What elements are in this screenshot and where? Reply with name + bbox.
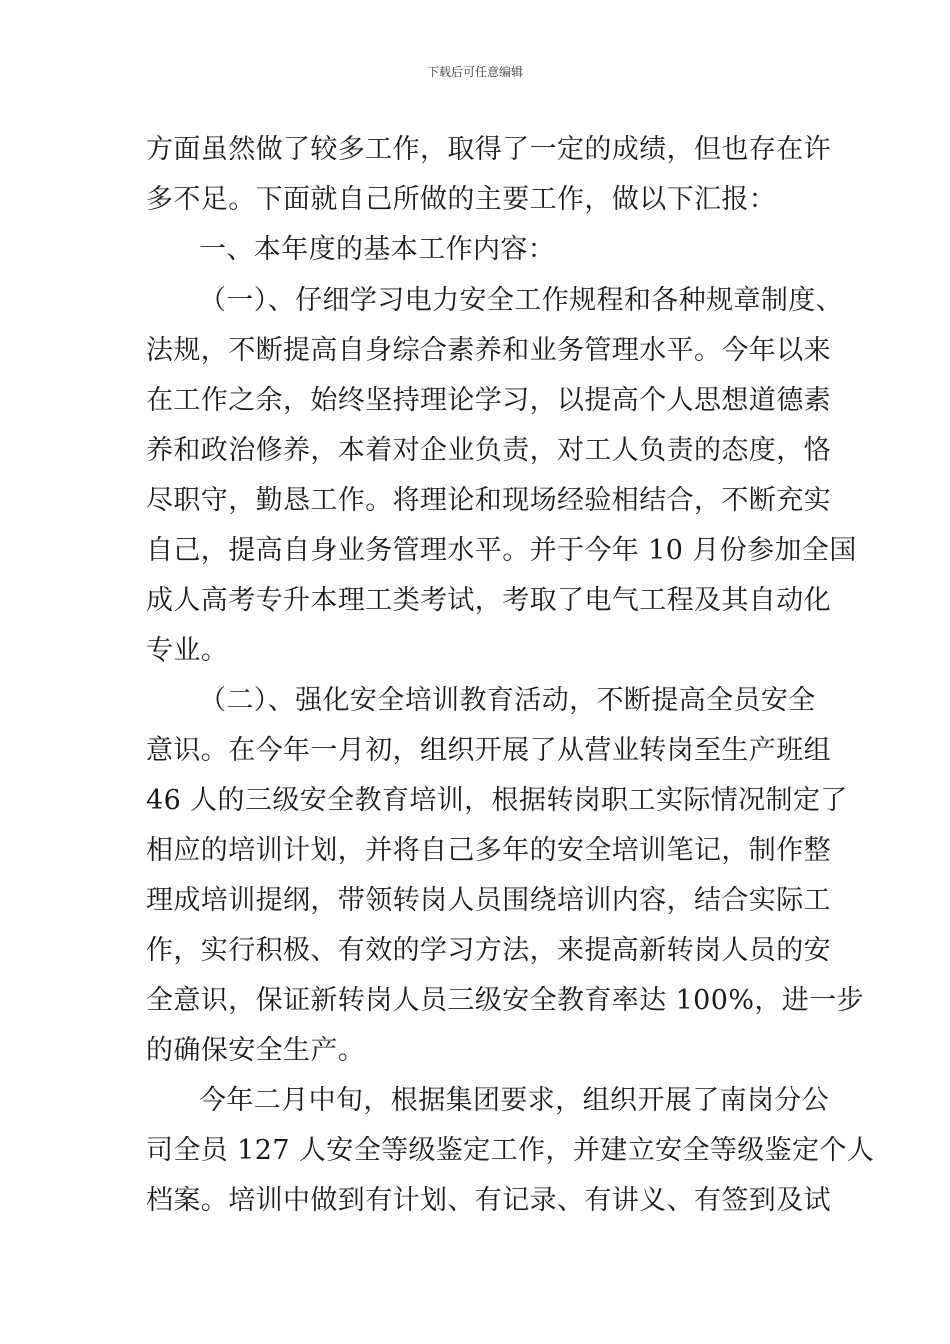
body-text-line: 的确保安全生产。	[146, 1035, 366, 1066]
body-text-line: 养和政治修养，本着对企业负责，对工人负责的态度，恪	[146, 435, 831, 466]
subsection-heading-2: （二）、强化安全培训教育活动，不断提高全员安全	[199, 685, 816, 716]
section-heading: 一、本年度的基本工作内容：	[199, 234, 556, 265]
body-text-line: 方面虽然做了较多工作，取得了一定的成绩，但也存在许	[146, 134, 831, 165]
body-text-line: 多不足。下面就自己所做的主要工作，做以下汇报：	[146, 184, 777, 215]
body-text-line: 司全员 127 人安全等级鉴定工作，并建立安全等级鉴定个人	[146, 1135, 875, 1166]
body-text-line: 尽职守，勤恳工作。将理论和现场经验相结合，不断充实	[146, 485, 831, 516]
body-text-line: 作，实行积极、有效的学习方法，来提高新转岗人员的安	[146, 935, 831, 966]
body-text-line: 法规，不断提高自身综合素养和业务管理水平。今年以来	[146, 335, 831, 366]
body-text-line: 理成培训提纲，带领转岗人员围绕培训内容，结合实际工	[146, 885, 831, 916]
body-text-line: 专业。	[146, 635, 229, 666]
subsection-heading-1: （一）、仔细学习电力安全工作规程和各种规章制度、	[199, 285, 844, 316]
body-text-line: 成人高考专升本理工类考试，考取了电气工程及其自动化	[146, 585, 831, 616]
body-text-line: 相应的培训计划，并将自己多年的安全培训笔记，制作整	[146, 835, 831, 866]
body-text-line: 意识。在今年一月初，组织开展了从营业转岗至生产班组	[146, 735, 831, 766]
body-text-line: 全意识，保证新转岗人员三级安全教育率达 100%，进一步	[146, 985, 864, 1016]
body-text-line: 自己，提高自身业务管理水平。并于今年 10 月份参加全国	[146, 535, 857, 566]
paragraph-start-line: 今年二月中旬，根据集团要求，组织开展了南岗分公	[199, 1085, 830, 1116]
page-header: 下载后可任意编辑	[426, 65, 523, 79]
body-text-line: 在工作之余，始终坚持理论学习，以提高个人思想道德素	[146, 385, 831, 416]
body-text-line: 档案。培训中做到有计划、有记录、有讲义、有签到及试	[146, 1185, 831, 1216]
body-text-line: 46 人的三级安全教育培训，根据转岗职工实际情况制定了	[146, 785, 848, 816]
